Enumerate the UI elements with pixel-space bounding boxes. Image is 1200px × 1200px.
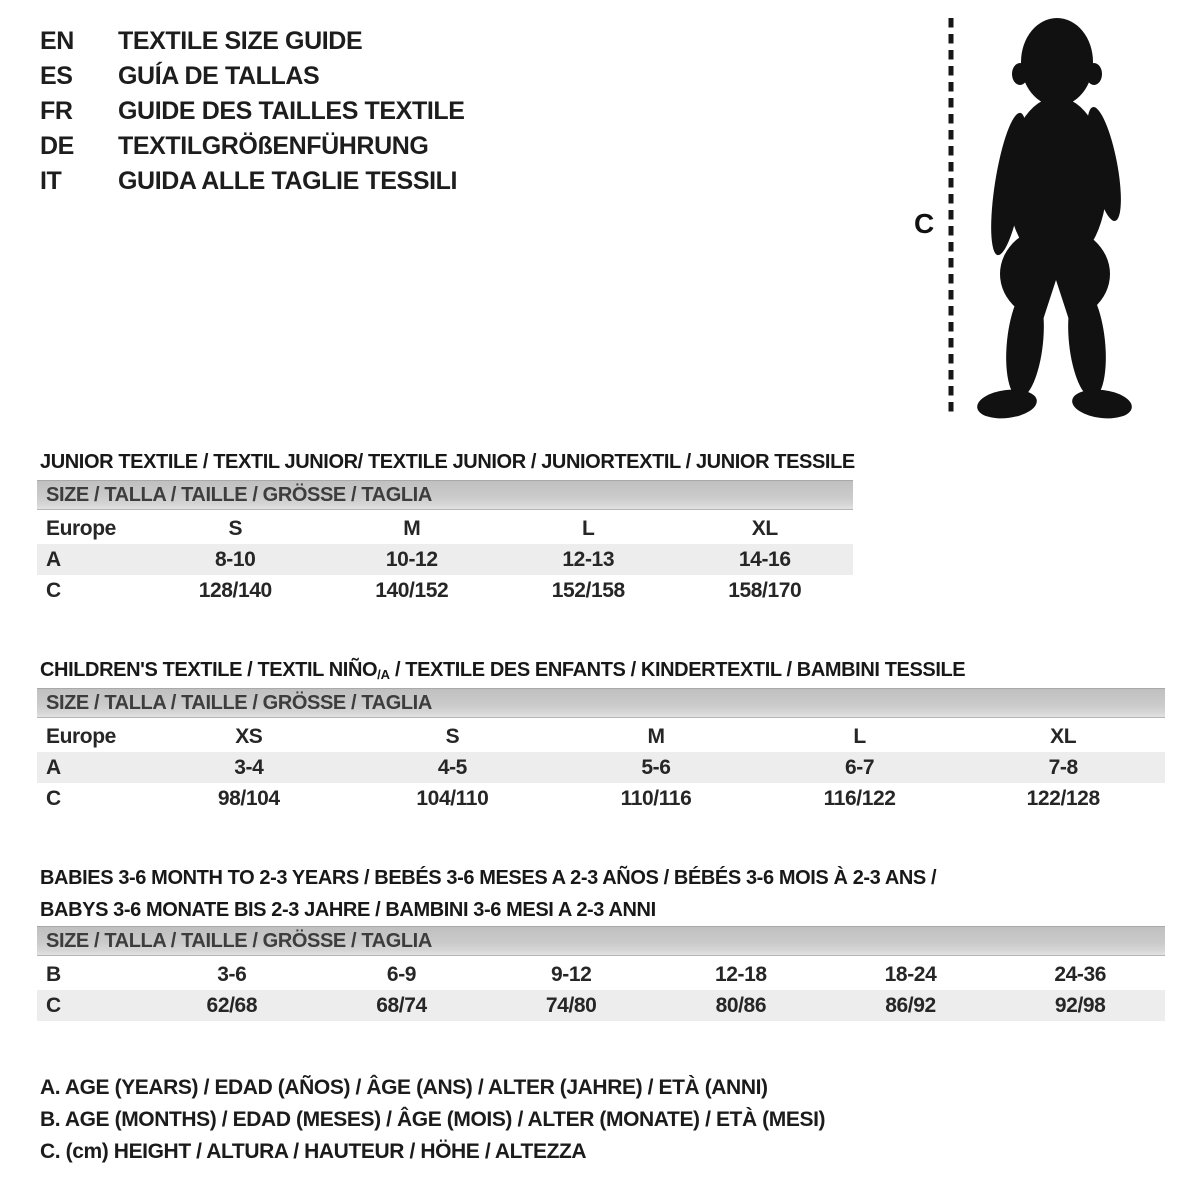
lang-title: TEXTILGRÖßENFÜHRUNG <box>118 132 429 160</box>
table-cell: 12-13 <box>562 547 615 571</box>
table-cell: 9-12 <box>550 962 592 986</box>
table-cell: 74/80 <box>545 993 597 1017</box>
table-cell: 80/86 <box>715 993 767 1017</box>
table-cell: 86/92 <box>885 993 936 1017</box>
table-cell: S <box>445 724 460 748</box>
babies-title-line2: BABYS 3-6 MONATE BIS 2-3 JAHRE / BAMBINI 3-6 MESI A 2-3 ANNI <box>40 898 656 921</box>
table-cell: 116/122 <box>823 786 896 810</box>
table-cell: 3-6 <box>217 962 247 986</box>
table-cell: 6-9 <box>386 962 417 986</box>
table-cell: 18-24 <box>884 962 937 986</box>
lang-row-fr <box>40 94 465 129</box>
lang-code: FR <box>40 97 73 125</box>
table-row-age-years <box>37 752 1165 783</box>
children-section-title <box>40 659 965 682</box>
height-measure-label: C <box>914 208 934 239</box>
lang-title: TEXTILE SIZE GUIDE <box>118 27 363 55</box>
table-row-age-months <box>37 959 1165 990</box>
lang-title: GUIDA ALLE TAGLIE TESSILI <box>118 167 458 195</box>
toddler-silhouette <box>976 18 1134 422</box>
babies-size-table <box>37 959 1165 1021</box>
babies-title-line1: BABIES 3-6 MONTH TO 2-3 YEARS / BEBÉS 3-6 MESES A 2-3 AÑOS / BÉBÉS 3-6 MOIS À 2-3 ANS / <box>40 866 937 889</box>
table-cell: XL <box>1050 724 1077 748</box>
row-label: C <box>46 786 61 810</box>
lang-row-en <box>40 24 465 59</box>
lang-code: DE <box>40 132 74 160</box>
table-cell: 68/74 <box>376 993 427 1017</box>
table-cell: 152/158 <box>551 578 625 602</box>
table-cell: 122/128 <box>1026 786 1100 810</box>
children-title-part1: CHILDREN'S TEXTILE / TEXTIL NIÑO <box>40 658 378 681</box>
row-label: Europe <box>46 516 116 540</box>
table-cell: S <box>228 516 243 540</box>
legend-line-b: B. AGE (MONTHS) / EDAD (MESES) / ÂGE (MOIS) / ALTER (MONATE) / ETÀ (MESI) <box>40 1108 826 1131</box>
children-size-table <box>37 721 1165 814</box>
table-cell: 4-5 <box>437 755 467 779</box>
table-cell: 6-7 <box>845 755 875 779</box>
table-cell: 8-10 <box>215 547 256 571</box>
lang-code: ES <box>40 62 73 90</box>
junior-section-title: JUNIOR TEXTILE / TEXTIL JUNIOR/ TEXTILE JUNIOR / JUNIORTEXTIL / JUNIOR TESSILE <box>40 450 855 473</box>
table-cell: 5-6 <box>641 755 671 779</box>
table-cell: 24-36 <box>1054 962 1107 986</box>
table-cell: 104/110 <box>416 786 489 810</box>
lang-title: GUÍA DE TALLAS <box>118 62 320 90</box>
children-size-header-bar: SIZE / TALLA / TAILLE / GRÖSSE / TAGLIA <box>37 688 1165 718</box>
table-cell: M <box>403 516 421 540</box>
table-row-height <box>37 990 1165 1021</box>
table-row-height <box>37 783 1165 814</box>
table-cell: 140/152 <box>375 578 449 602</box>
row-label: A <box>46 755 61 779</box>
children-title-part2: / TEXTILE DES ENFANTS / KINDERTEXTIL / BAMBINI TESSILE <box>389 658 966 681</box>
babies-section-title <box>40 862 936 926</box>
legend-line-a: A. AGE (YEARS) / EDAD (AÑOS) / ÂGE (ANS) / ALTER (JAHRE) / ETÀ (ANNI) <box>40 1076 768 1099</box>
lang-title: GUIDE DES TAILLES TEXTILE <box>118 97 465 125</box>
babies-size-header-bar: SIZE / TALLA / TAILLE / GRÖSSE / TAGLIA <box>37 926 1165 956</box>
table-row-europe <box>37 513 853 544</box>
table-cell: L <box>582 516 595 540</box>
junior-size-table <box>37 513 853 606</box>
table-cell: XL <box>751 516 778 540</box>
language-title-block <box>40 24 465 199</box>
table-row-europe <box>37 721 1165 752</box>
row-label: Europe <box>46 724 116 748</box>
table-row-height <box>37 575 853 606</box>
table-cell: XS <box>235 724 263 748</box>
lang-row-de <box>40 129 465 164</box>
toddler-silhouette-icon <box>940 12 1150 422</box>
table-cell: 12-18 <box>714 962 767 986</box>
table-cell: 10-12 <box>385 547 438 571</box>
legend-line-c: C. (cm) HEIGHT / ALTURA / HAUTEUR / HÖHE / ALTEZZA <box>40 1140 587 1163</box>
lang-code: EN <box>40 27 74 55</box>
measurement-legend <box>40 1072 825 1168</box>
row-label: A <box>46 547 61 571</box>
table-cell: 62/68 <box>206 993 258 1017</box>
table-cell: M <box>647 724 665 748</box>
table-cell: 128/140 <box>198 578 272 602</box>
table-cell: 7-8 <box>1048 755 1078 779</box>
row-label: C <box>46 578 61 602</box>
table-cell: 98/104 <box>217 786 280 810</box>
lang-row-es <box>40 59 465 94</box>
table-row-age-years <box>37 544 853 575</box>
table-cell: 158/170 <box>728 578 802 602</box>
junior-size-header-bar: SIZE / TALLA / TAILLE / GRÖSSE / TAGLIA <box>37 480 853 510</box>
table-cell: 3-4 <box>234 755 264 779</box>
row-label: B <box>46 962 61 986</box>
table-cell: 92/98 <box>1054 993 1106 1017</box>
row-label: C <box>46 993 61 1017</box>
lang-row-it <box>40 164 465 199</box>
lang-code: IT <box>40 167 62 195</box>
table-cell: 14-16 <box>738 547 791 571</box>
children-title-sub: /A <box>377 666 390 682</box>
table-cell: 110/116 <box>620 786 692 810</box>
table-cell: L <box>853 724 866 748</box>
